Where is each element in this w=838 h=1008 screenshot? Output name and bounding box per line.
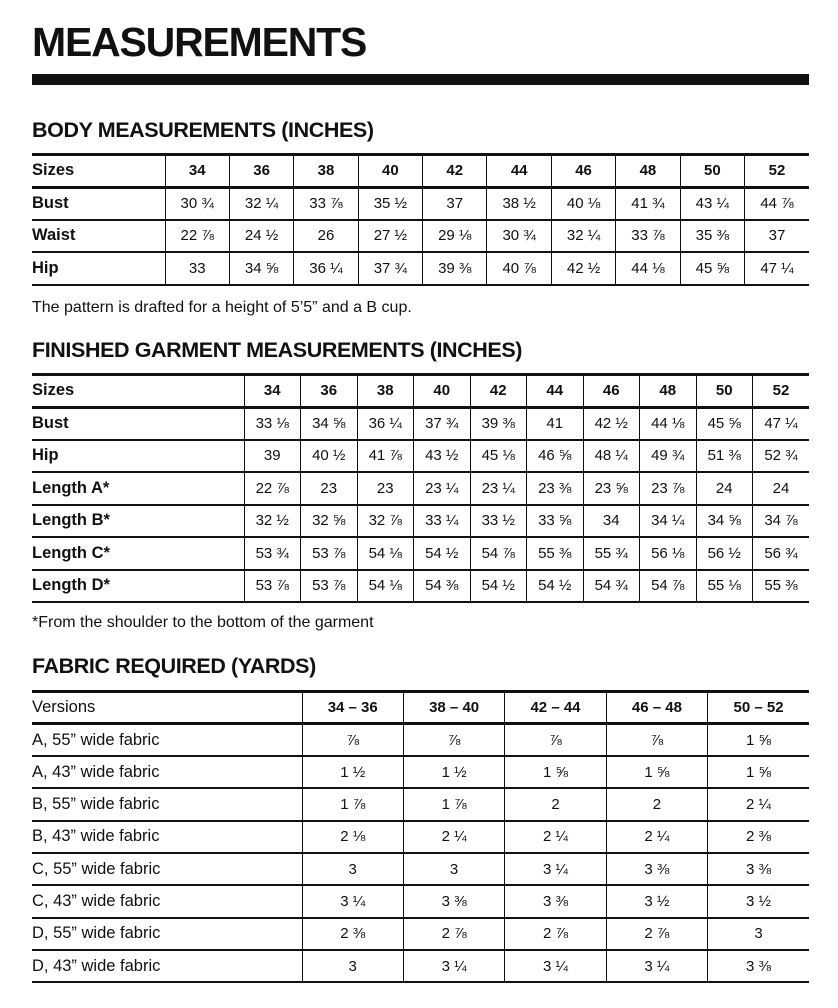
table-cell: 40 ⅞ [487,252,551,285]
table-cell: 54 ½ [470,570,527,603]
table-row [32,821,809,853]
column-header: Sizes [32,155,165,188]
table-cell: 34 ⅝ [696,505,753,538]
column-header: 40 [358,155,422,188]
column-header: 34 – 36 [302,692,403,724]
table-cell: 1 ⅝ [606,756,707,788]
finished-garment-heading: FINISHED GARMENT MEASUREMENTS (INCHES) [32,338,523,362]
table-row [32,187,809,220]
column-header: 48 [640,375,697,408]
table-cell: 1 ⅝ [708,756,809,788]
table-cell: 2 ¼ [403,821,504,853]
table-cell: 39 [244,440,301,473]
column-header: 36 [301,375,358,408]
row-label: Hip [32,252,165,285]
table-cell: 48 ¼ [583,440,640,473]
table-cell: ⅞ [505,724,606,756]
table-cell: 43 ¼ [680,187,744,220]
table-cell: 53 ¾ [244,537,301,570]
row-label: C, 55” wide fabric [32,853,302,885]
table-cell: 2 [606,788,707,820]
finished-garment-note: *From the shoulder to the bottom of the garment [32,614,374,631]
table-cell: 24 [696,472,753,505]
table-cell: 36 ¼ [357,407,414,440]
table-cell: 41 [527,407,584,440]
column-header: 50 – 52 [708,692,809,724]
table-cell: 23 ¼ [470,472,527,505]
table-cell: 22 ⅞ [244,472,301,505]
table-cell: 23 ¼ [414,472,471,505]
table-cell: 54 ¾ [583,570,640,603]
table-cell: 36 ¼ [294,252,358,285]
table-cell: 54 ⅜ [414,570,471,603]
table-cell: 3 ½ [708,885,809,917]
table-cell: 1 ½ [302,756,403,788]
table-cell: 46 ⅝ [527,440,584,473]
table-cell: 39 ⅜ [423,252,487,285]
column-header: 36 [229,155,293,188]
table-cell: 29 ⅛ [423,220,487,253]
row-label: D, 55” wide fabric [32,918,302,950]
table-cell: 34 ⅝ [301,407,358,440]
table-cell: 2 ⅞ [606,918,707,950]
table-cell: 3 ¼ [606,950,707,982]
table-cell: 45 ⅛ [470,440,527,473]
table-cell: 37 [745,220,809,253]
column-header: 38 [357,375,414,408]
table-header-row [32,375,809,408]
table-cell: 2 ⅜ [708,821,809,853]
table-row [32,407,809,440]
table-cell: 54 ⅛ [357,570,414,603]
column-header: 50 [680,155,744,188]
table-cell: 2 ⅞ [505,918,606,950]
table-cell: 34 [583,505,640,538]
body-measurements-table [32,153,809,286]
table-cell: 53 ⅞ [301,570,358,603]
table-cell: 41 ⅞ [357,440,414,473]
table-cell: 33 ⅞ [616,220,680,253]
column-header: 52 [745,155,809,188]
table-row [32,756,809,788]
table-cell: 1 ⅝ [708,724,809,756]
table-cell: 55 ⅛ [696,570,753,603]
table-cell: 1 ½ [403,756,504,788]
table-cell: 43 ½ [414,440,471,473]
table-cell: 33 ⅛ [244,407,301,440]
table-cell: 56 ½ [696,537,753,570]
table-cell: 54 ⅞ [640,570,697,603]
row-label: Length B* [32,505,244,538]
table-cell: 22 ⅞ [165,220,229,253]
table-cell: ⅞ [302,724,403,756]
table-cell: 41 ¾ [616,187,680,220]
table-cell: 37 [423,187,487,220]
row-label: A, 55” wide fabric [32,724,302,756]
table-cell: 32 ¼ [551,220,615,253]
table-cell: ⅞ [403,724,504,756]
table-cell: 2 [505,788,606,820]
column-header: 44 [527,375,584,408]
table-cell: 3 ¼ [403,950,504,982]
table-row [32,220,809,253]
table-cell: 30 ¾ [487,220,551,253]
table-row [32,537,809,570]
row-label: Bust [32,407,244,440]
table-cell: 23 [357,472,414,505]
table-row [32,788,809,820]
table-cell: 37 ¾ [414,407,471,440]
table-cell: 2 ⅜ [302,918,403,950]
table-cell: 23 ⅜ [527,472,584,505]
table-row [32,252,809,285]
row-label: Length C* [32,537,244,570]
column-header: 46 [583,375,640,408]
table-cell: 34 ⅞ [753,505,810,538]
table-cell: 40 ⅛ [551,187,615,220]
table-cell: 33 ½ [470,505,527,538]
table-cell: 54 ⅛ [357,537,414,570]
row-label: Bust [32,187,165,220]
table-cell: 24 ½ [229,220,293,253]
table-cell: 32 ⅞ [357,505,414,538]
row-label: A, 43” wide fabric [32,756,302,788]
column-header: Sizes [32,375,244,408]
table-row [32,885,809,917]
table-cell: 53 ⅞ [244,570,301,603]
row-label: Waist [32,220,165,253]
column-header: 48 [616,155,680,188]
fabric-required-table [32,690,809,983]
table-cell: 3 [302,950,403,982]
table-cell: 49 ¾ [640,440,697,473]
table-cell: 2 ⅞ [403,918,504,950]
table-cell: 44 ⅞ [745,187,809,220]
table-row [32,724,809,756]
table-cell: 2 ¼ [708,788,809,820]
table-cell: 47 ¼ [753,407,810,440]
table-cell: 3 [708,918,809,950]
table-cell: 3 ¼ [505,950,606,982]
table-cell: 38 ½ [487,187,551,220]
column-header: 52 [753,375,810,408]
table-cell: 23 ⅝ [583,472,640,505]
row-label: Length A* [32,472,244,505]
column-header: 44 [487,155,551,188]
table-header-row [32,155,809,188]
table-cell: 55 ¾ [583,537,640,570]
row-label: Hip [32,440,244,473]
table-cell: 44 ⅛ [640,407,697,440]
table-cell: 34 ⅝ [229,252,293,285]
table-cell: 32 ⅝ [301,505,358,538]
table-cell: 1 ⅞ [302,788,403,820]
table-cell: 3 [403,853,504,885]
column-header: 42 – 44 [505,692,606,724]
table-cell: 30 ¾ [165,187,229,220]
column-header: 50 [696,375,753,408]
table-cell: 39 ⅜ [470,407,527,440]
table-row [32,853,809,885]
column-header: 38 [294,155,358,188]
table-cell: 3 ½ [606,885,707,917]
table-cell: 2 ⅛ [302,821,403,853]
row-label: C, 43” wide fabric [32,885,302,917]
column-header: 40 [414,375,471,408]
table-cell: 2 ¼ [505,821,606,853]
column-header: 42 [423,155,487,188]
table-cell: 54 ½ [414,537,471,570]
table-cell: 23 ⅞ [640,472,697,505]
table-cell: 35 ½ [358,187,422,220]
table-cell: 26 [294,220,358,253]
column-header: 34 [244,375,301,408]
table-cell: 42 ½ [551,252,615,285]
column-header: 46 [551,155,615,188]
table-cell: 56 ⅛ [640,537,697,570]
table-cell: 44 ⅛ [616,252,680,285]
table-cell: ⅞ [606,724,707,756]
table-cell: 3 [302,853,403,885]
table-cell: 33 ⅝ [527,505,584,538]
column-header: Versions [32,692,302,724]
page-title: MEASUREMENTS [32,19,367,65]
row-label: D, 43” wide fabric [32,950,302,982]
row-label: B, 55” wide fabric [32,788,302,820]
table-cell: 37 ¾ [358,252,422,285]
table-cell: 45 ⅝ [680,252,744,285]
table-cell: 3 ⅜ [403,885,504,917]
column-header: 46 – 48 [606,692,707,724]
row-label: Length D* [32,570,244,603]
table-cell: 3 ¼ [505,853,606,885]
table-cell: 27 ½ [358,220,422,253]
table-cell: 52 ¾ [753,440,810,473]
table-row [32,505,809,538]
table-row [32,472,809,505]
table-cell: 3 ⅜ [708,950,809,982]
table-cell: 42 ½ [583,407,640,440]
table-cell: 47 ¼ [745,252,809,285]
table-cell: 32 ½ [244,505,301,538]
body-measurements-note: The pattern is drafted for a height of 5’5” and a B cup. [32,299,412,316]
row-label: B, 43” wide fabric [32,821,302,853]
table-cell: 33 ¼ [414,505,471,538]
table-cell: 33 ⅞ [294,187,358,220]
table-cell: 55 ⅜ [527,537,584,570]
table-cell: 32 ¼ [229,187,293,220]
finished-garment-table [32,373,809,603]
table-row [32,918,809,950]
table-row [32,570,809,603]
table-cell: 24 [753,472,810,505]
fabric-required-heading: FABRIC REQUIRED (YARDS) [32,654,316,678]
table-cell: 2 ¼ [606,821,707,853]
table-cell: 3 ⅜ [606,853,707,885]
column-header: 34 [165,155,229,188]
table-cell: 53 ⅞ [301,537,358,570]
table-row [32,950,809,982]
table-cell: 45 ⅝ [696,407,753,440]
table-cell: 34 ¼ [640,505,697,538]
table-row [32,440,809,473]
table-header-row [32,692,809,724]
table-cell: 23 [301,472,358,505]
table-cell: 1 ⅝ [505,756,606,788]
title-rule [32,74,809,85]
column-header: 38 – 40 [403,692,504,724]
table-cell: 3 ⅜ [505,885,606,917]
table-cell: 54 ½ [527,570,584,603]
table-cell: 56 ¾ [753,537,810,570]
table-cell: 51 ⅜ [696,440,753,473]
table-cell: 33 [165,252,229,285]
body-measurements-heading: BODY MEASUREMENTS (INCHES) [32,118,374,142]
table-cell: 1 ⅞ [403,788,504,820]
table-cell: 3 ⅜ [708,853,809,885]
table-cell: 3 ¼ [302,885,403,917]
table-cell: 54 ⅞ [470,537,527,570]
column-header: 42 [470,375,527,408]
table-cell: 55 ⅜ [753,570,810,603]
table-cell: 40 ½ [301,440,358,473]
table-cell: 35 ⅜ [680,220,744,253]
